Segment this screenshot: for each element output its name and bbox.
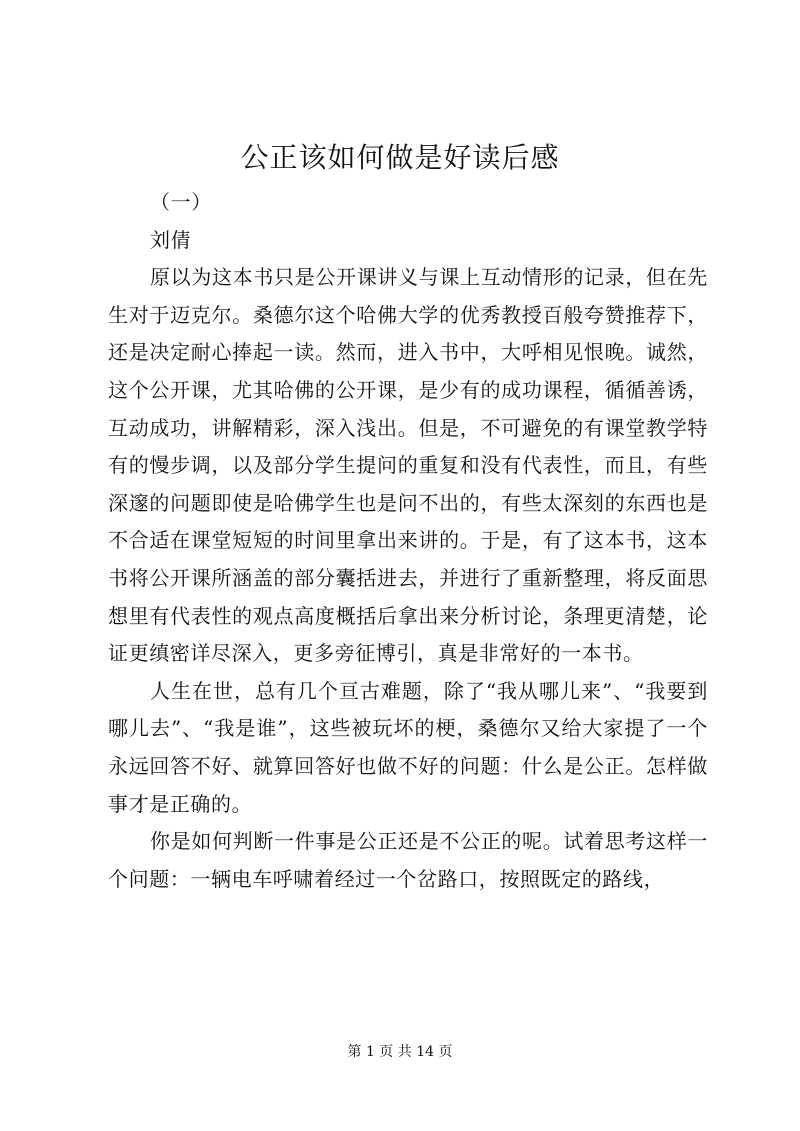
body-paragraph: 原以为这本书只是公开课讲义与课上互动情形的记录，但在先生对于迈克尔。桑德尔这个哈佛大学的优秀教授百般夸赞推荐下，还是决定耐心捧起一读。然而，进入书中，大呼相见恨晚。诚然，这个公开课，尤其哈佛的公开课，是少有的成功课程，循循善诱，互动成功，讲解精彩，深入浅出。但是，不可避免的有课堂教学特有的慢步调，以及部分学生提问的重复和没有代表性，而且，有些深邃的问题即使是哈佛学生也是问不出的，有些太深刻的东西也是不合适在课堂短短的时间里拿出来讲的。于是，有了这本书，这本书将公开课所涵盖的部分囊括进去，并进行了重新整理，将反面思想里有代表性的观点高度概括后拿出来分析讨论，条理更清楚，论证更缜密详尽深入，更多旁征博引，真是非常好的一本书。 xyxy=(108,265,708,666)
document-title: 公正该如何做是好读后感 xyxy=(240,141,560,174)
author-name: 刘倩 xyxy=(150,227,192,252)
body-paragraph: 人生在世，总有几个亘古难题，除了“我从哪儿来”、“我要到哪儿去”、“我是谁”，这些被玩坏的梗，桑德尔又给大家提了一个永远回答不好、就算回答好也做不好的问题：什么是公正。怎样做事才是正确的。 xyxy=(108,678,708,816)
page-footer: 第 1 页 共 14 页 xyxy=(347,1044,453,1060)
body-paragraph: 你是如何判断一件事是公正还是不公正的呢。试着思考这样一个问题：一辆电车呼啸着经过一个岔路口，按照既定的路线， xyxy=(108,829,708,891)
section-number: （一） xyxy=(150,190,212,214)
document-body xyxy=(108,184,708,898)
